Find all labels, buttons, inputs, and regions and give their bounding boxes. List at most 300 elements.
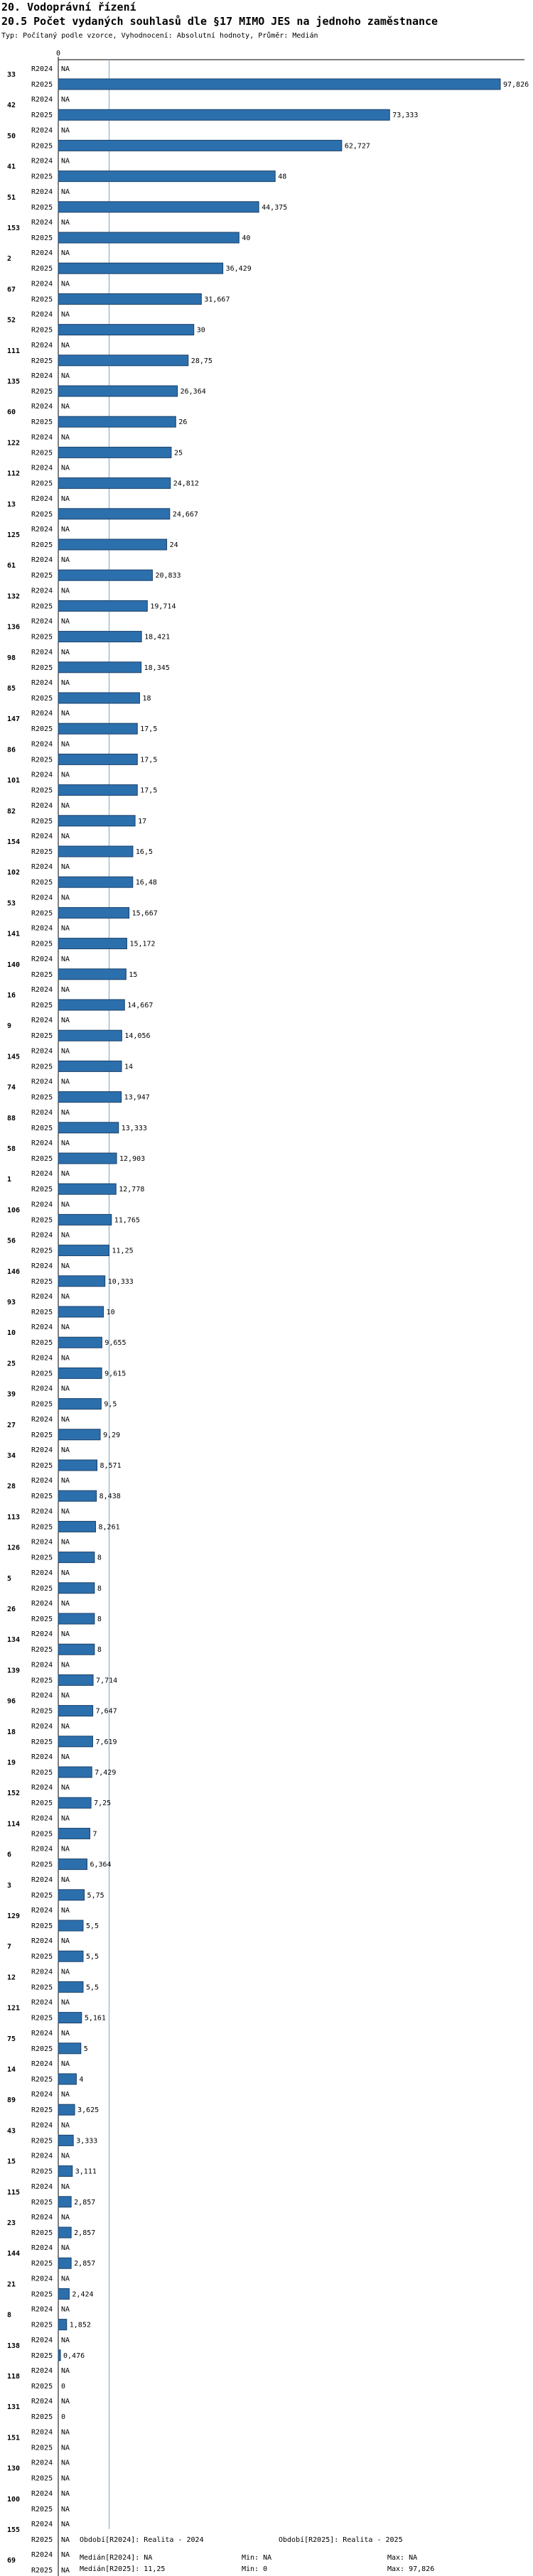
series-label-r2025: R2025 — [31, 1186, 53, 1194]
series-label-r2024: R2024 — [31, 833, 53, 840]
series-label-r2025: R2025 — [31, 2321, 53, 2329]
value-label-r2025: 7,429 — [95, 1769, 117, 1777]
series-label-r2024: R2024 — [31, 2489, 53, 2498]
series-label-r2025: R2025 — [31, 2290, 53, 2299]
value-label-r2024: NA — [61, 1692, 70, 1700]
value-label-r2024: NA — [61, 2182, 70, 2191]
series-label-r2025: R2025 — [31, 2444, 53, 2452]
group-label: 126 — [7, 1544, 21, 1552]
value-label-r2025: 7,647 — [95, 1707, 117, 1716]
series-label-r2025: R2025 — [31, 2474, 53, 2483]
value-label-r2024: NA — [61, 2121, 70, 2130]
series-label-r2025: R2025 — [31, 695, 53, 703]
series-label-r2025: R2025 — [31, 326, 53, 335]
group-label: 152 — [7, 1790, 21, 1798]
legend-period-2025: Období[R2025]: Realita - 2025 — [279, 2536, 403, 2544]
group-label: 1 — [7, 1176, 12, 1184]
series-label-r2025: R2025 — [31, 2014, 53, 2023]
series-label-r2025: R2025 — [31, 786, 53, 795]
bar-r2025 — [58, 1674, 93, 1685]
value-label-r2024: NA — [61, 96, 70, 104]
group-label: 140 — [7, 960, 21, 969]
series-label-r2024: R2024 — [31, 2367, 53, 2375]
series-label-r2025: R2025 — [31, 940, 53, 948]
value-label-r2024: NA — [61, 1078, 70, 1086]
value-label-r2025: 8 — [97, 1646, 102, 1655]
value-label-r2025: 7,619 — [95, 1738, 117, 1746]
series-label-r2024: R2024 — [31, 2244, 53, 2253]
bar-r2025 — [58, 846, 133, 857]
bar-r2025 — [58, 1368, 102, 1378]
series-label-r2025: R2025 — [31, 449, 53, 458]
bar-r2025 — [58, 2288, 69, 2299]
group-label: 136 — [7, 623, 21, 632]
series-label-r2025: R2025 — [31, 357, 53, 365]
group-label: 41 — [7, 163, 16, 171]
bar-r2025 — [58, 1092, 122, 1103]
bar-r2025 — [58, 1521, 96, 1532]
group-label: 129 — [7, 1912, 21, 1920]
value-label-r2025: 14,056 — [124, 1032, 151, 1041]
value-label-r2024: NA — [61, 1354, 70, 1363]
series-label-r2025: R2025 — [31, 602, 53, 611]
bar-r2025 — [58, 1890, 85, 1900]
series-label-r2024: R2024 — [31, 2029, 53, 2037]
group-label: 27 — [7, 1421, 16, 1429]
value-label-r2025: 4 — [79, 2076, 84, 2084]
bar-r2025 — [58, 1583, 95, 1593]
group-label: 151 — [7, 2434, 21, 2442]
group-label: 10 — [7, 1329, 16, 1338]
group-label: 56 — [7, 1237, 16, 1245]
bar-r2025 — [58, 109, 389, 120]
value-label-r2024: NA — [61, 1262, 70, 1270]
value-label-r2025: 10,333 — [107, 1277, 134, 1286]
value-label-r2025: 7 — [92, 1830, 97, 1839]
value-label-r2024: NA — [61, 2367, 70, 2375]
bar-r2025 — [58, 1736, 92, 1747]
bar-r2025 — [58, 1859, 87, 1870]
series-label-r2025: R2025 — [31, 2567, 53, 2575]
value-label-r2024: NA — [61, 1538, 70, 1547]
series-label-r2024: R2024 — [31, 372, 53, 380]
group-label: 106 — [7, 1206, 21, 1215]
series-label-r2024: R2024 — [31, 1600, 53, 1608]
bar-r2025 — [58, 386, 178, 396]
value-label-r2025: 16,5 — [135, 848, 154, 856]
series-label-r2025: R2025 — [31, 1370, 53, 1378]
series-label-r2025: R2025 — [31, 1922, 53, 1930]
group-label: 33 — [7, 71, 16, 79]
bar-r2025 — [58, 1184, 116, 1194]
bar-r2025 — [58, 1981, 83, 1992]
value-label-r2025: 97,826 — [503, 81, 529, 89]
series-label-r2025: R2025 — [31, 2352, 53, 2360]
bar-r2025 — [58, 723, 137, 734]
group-label: 86 — [7, 746, 16, 754]
stat-max-2024: Max: NA — [387, 2554, 418, 2562]
series-label-r2025: R2025 — [31, 2198, 53, 2207]
series-label-r2025: R2025 — [31, 2045, 53, 2053]
series-label-r2024: R2024 — [31, 1262, 53, 1270]
series-label-r2024: R2024 — [31, 2060, 53, 2068]
value-label-r2025: 8 — [97, 1554, 102, 1562]
bar-r2025 — [58, 293, 201, 304]
series-label-r2024: R2024 — [31, 1293, 53, 1301]
value-label-r2024: NA — [61, 1998, 70, 2007]
bar-r2025 — [58, 2104, 75, 2115]
series-label-r2025: R2025 — [31, 1431, 53, 1439]
series-label-r2024: R2024 — [31, 2275, 53, 2283]
group-label: 141 — [7, 930, 21, 938]
value-label-r2025: 18,421 — [144, 633, 171, 642]
value-label-r2024: NA — [61, 1907, 70, 1915]
group-label: 144 — [7, 2250, 21, 2258]
value-label-r2025: 15,172 — [129, 940, 156, 948]
value-label-r2025: 8 — [97, 1584, 102, 1593]
value-label-r2025: 2,857 — [74, 2229, 96, 2237]
series-label-r2025: R2025 — [31, 2536, 53, 2544]
group-label: 14 — [7, 2066, 16, 2074]
value-label-r2025: 9,655 — [104, 1339, 126, 1348]
value-label-r2025: 11,25 — [112, 1247, 134, 1255]
value-label-r2024: NA — [61, 833, 70, 840]
group-label: 8 — [7, 2311, 12, 2320]
group-label: 7 — [7, 1943, 12, 1952]
value-label-r2025: 18,345 — [144, 664, 170, 672]
value-label-r2024: NA — [61, 648, 70, 656]
bar-r2025 — [58, 355, 188, 366]
value-label-r2024: NA — [61, 372, 70, 380]
value-label-r2024: NA — [61, 2275, 70, 2283]
series-label-r2025: R2025 — [31, 725, 53, 734]
group-label: 26 — [7, 1606, 16, 1613]
series-label-r2025: R2025 — [31, 1032, 53, 1041]
value-label-r2024: NA — [61, 1415, 70, 1424]
series-label-r2025: R2025 — [31, 1861, 53, 1869]
value-label-r2025: 25 — [173, 449, 183, 458]
series-label-r2024: R2024 — [31, 157, 53, 166]
value-label-r2024: NA — [61, 157, 70, 166]
series-label-r2024: R2024 — [31, 96, 53, 104]
bar-r2025 — [58, 662, 141, 673]
chart-title: 20.5 Počet vydaných souhlasů dle §17 MIMO JES na jednoho zaměstnance — [1, 15, 438, 28]
value-label-r2024: NA — [61, 1569, 70, 1577]
series-label-r2025: R2025 — [31, 541, 53, 549]
group-label: 6 — [7, 1851, 12, 1859]
value-label-r2024: NA — [61, 464, 70, 472]
value-label-r2025: NA — [61, 2505, 70, 2513]
group-label: 155 — [7, 2526, 21, 2534]
bar-r2025 — [58, 969, 126, 980]
series-label-r2025: R2025 — [31, 112, 53, 120]
group-label: 74 — [7, 1083, 16, 1092]
series-label-r2025: R2025 — [31, 1707, 53, 1716]
bar-r2025 — [58, 938, 126, 949]
bar-r2025 — [58, 877, 133, 887]
value-label-r2024: NA — [61, 1753, 70, 1761]
bar-r2025 — [58, 600, 147, 611]
series-label-r2024: R2024 — [31, 771, 53, 779]
series-label-r2024: R2024 — [31, 310, 53, 319]
value-label-r2025: 2,424 — [72, 2290, 94, 2299]
group-label: 89 — [7, 2096, 16, 2105]
group-label: 51 — [7, 193, 16, 202]
group-label: 139 — [7, 1667, 21, 1675]
group-label: 102 — [7, 869, 21, 877]
group-label: 43 — [7, 2127, 16, 2136]
group-label: 15 — [7, 2158, 16, 2166]
group-label: 85 — [7, 685, 16, 693]
value-label-r2025: 15 — [129, 970, 138, 979]
value-label-r2025: 10 — [106, 1309, 115, 1316]
group-label: 153 — [7, 224, 21, 232]
bar-r2025 — [58, 1644, 95, 1655]
value-label-r2024: NA — [61, 1814, 70, 1823]
series-label-r2024: R2024 — [31, 2551, 53, 2560]
value-label-r2024: NA — [61, 280, 70, 288]
series-label-r2024: R2024 — [31, 2521, 53, 2528]
value-label-r2024: NA — [61, 249, 70, 258]
series-label-r2025: R2025 — [31, 234, 53, 242]
group-label: 122 — [7, 439, 21, 448]
group-label: 34 — [7, 1452, 16, 1460]
series-label-r2024: R2024 — [31, 280, 53, 288]
value-label-r2025: 16,48 — [135, 879, 157, 887]
series-label-r2024: R2024 — [31, 801, 53, 810]
series-label-r2025: R2025 — [31, 817, 53, 826]
series-label-r2024: R2024 — [31, 2121, 53, 2130]
series-label-r2024: R2024 — [31, 648, 53, 656]
group-label: 100 — [7, 2495, 21, 2504]
series-label-r2025: R2025 — [31, 1339, 53, 1348]
bar-r2025 — [58, 263, 223, 274]
bar-r2025 — [58, 416, 176, 427]
value-label-r2024: NA — [61, 2060, 70, 2068]
group-label: 75 — [7, 2035, 16, 2043]
value-label-r2024: NA — [61, 1446, 70, 1454]
value-label-r2025: 40 — [242, 234, 251, 242]
series-label-r2025: R2025 — [31, 418, 53, 427]
group-label: 2 — [7, 255, 12, 264]
value-label-r2024: NA — [61, 2152, 70, 2160]
series-label-r2025: R2025 — [31, 848, 53, 856]
series-label-r2024: R2024 — [31, 1385, 53, 1393]
series-label-r2024: R2024 — [31, 526, 53, 534]
series-label-r2024: R2024 — [31, 341, 53, 350]
value-label-r2024: NA — [61, 2029, 70, 2037]
value-label-r2025: 2,857 — [74, 2260, 96, 2268]
value-label-r2025: 73,333 — [392, 112, 419, 120]
series-label-r2024: R2024 — [31, 403, 53, 411]
value-label-r2024: NA — [61, 1201, 70, 1209]
group-label: 88 — [7, 1114, 16, 1122]
group-label: 53 — [7, 899, 16, 908]
series-label-r2025: R2025 — [31, 173, 53, 181]
series-label-r2025: R2025 — [31, 388, 53, 396]
value-label-r2025: NA — [61, 2567, 70, 2575]
bar-r2025 — [58, 1490, 97, 1501]
series-label-r2024: R2024 — [31, 1907, 53, 1915]
bar-r2025 — [58, 1429, 100, 1440]
value-label-r2025: 3,111 — [75, 2168, 97, 2176]
value-label-r2024: NA — [61, 801, 70, 810]
chart-subtitle: Typ: Počítaný podle vzorce, Vyhodnocení: Absolutní hodnoty, Průměr: Medián — [1, 32, 318, 40]
bar-r2025 — [58, 447, 171, 458]
group-label: 25 — [7, 1360, 16, 1368]
bar-r2025 — [58, 1306, 104, 1317]
bar-r2025 — [58, 1276, 105, 1287]
series-label-r2025: R2025 — [31, 1891, 53, 1900]
group-label: 93 — [7, 1299, 16, 1306]
value-label-r2025: 48 — [278, 173, 287, 181]
value-label-r2025: 28,75 — [190, 357, 212, 365]
series-label-r2025: R2025 — [31, 2505, 53, 2513]
value-label-r2025: 12,778 — [119, 1186, 145, 1194]
value-label-r2024: NA — [61, 924, 70, 933]
bar-r2025 — [58, 2350, 60, 2361]
series-label-r2024: R2024 — [31, 679, 53, 687]
value-label-r2025: 5,5 — [85, 1953, 99, 1961]
bar-r2025 — [58, 478, 171, 489]
series-label-r2024: R2024 — [31, 1170, 53, 1179]
value-label-r2025: 62,727 — [344, 142, 370, 151]
group-label: 82 — [7, 807, 16, 816]
series-label-r2025: R2025 — [31, 664, 53, 672]
series-label-r2024: R2024 — [31, 1784, 53, 1792]
group-label: 125 — [7, 531, 21, 539]
bar-r2025 — [58, 1000, 124, 1010]
value-label-r2024: NA — [61, 1047, 70, 1056]
series-label-r2025: R2025 — [31, 265, 53, 274]
series-label-r2025: R2025 — [31, 1738, 53, 1746]
bar-r2025 — [58, 2074, 76, 2084]
value-label-r2025: 8 — [97, 1616, 102, 1623]
bar-r2025 — [58, 1122, 119, 1133]
bar-r2025 — [58, 79, 500, 90]
series-label-r2024: R2024 — [31, 1201, 53, 1209]
group-label: 96 — [7, 1697, 16, 1706]
series-label-r2024: R2024 — [31, 1324, 53, 1332]
bar-r2025 — [58, 1061, 122, 1071]
bar-r2025 — [58, 1828, 90, 1839]
series-label-r2024: R2024 — [31, 1047, 53, 1056]
value-label-r2024: NA — [61, 494, 70, 503]
series-label-r2024: R2024 — [31, 955, 53, 963]
group-label: 138 — [7, 2342, 21, 2350]
value-label-r2024: NA — [61, 433, 70, 442]
value-label-r2025: 14 — [124, 1063, 134, 1071]
value-label-r2025: 0,476 — [63, 2352, 85, 2360]
value-label-r2025: 17 — [138, 817, 147, 826]
value-label-r2025: 3,625 — [77, 2106, 99, 2115]
bar-r2025 — [58, 1706, 93, 1716]
value-label-r2024: NA — [61, 587, 70, 595]
bar-r2025 — [58, 1153, 117, 1164]
bar-r2025 — [58, 325, 194, 335]
group-label: 146 — [7, 1267, 21, 1276]
series-label-r2024: R2024 — [31, 1354, 53, 1363]
group-label: 23 — [7, 2219, 16, 2227]
bar-r2025 — [58, 1460, 97, 1471]
group-label: 154 — [7, 838, 21, 846]
value-label-r2024: NA — [61, 1600, 70, 1608]
bar-r2025 — [58, 2043, 81, 2054]
series-label-r2024: R2024 — [31, 2305, 53, 2314]
bar-r2025 — [58, 1030, 122, 1041]
value-label-r2024: NA — [61, 188, 70, 196]
group-label: 115 — [7, 2188, 21, 2197]
bar-r2025 — [58, 816, 135, 826]
series-label-r2025: R2025 — [31, 1309, 53, 1316]
series-label-r2024: R2024 — [31, 2182, 53, 2191]
bar-r2025 — [58, 570, 152, 580]
value-label-r2025: 17,5 — [140, 756, 158, 764]
series-label-r2025: R2025 — [31, 2229, 53, 2237]
bar-r2025 — [58, 509, 170, 519]
value-label-r2025: 6,364 — [90, 1861, 112, 1869]
series-label-r2024: R2024 — [31, 1415, 53, 1424]
series-label-r2025: R2025 — [31, 1800, 53, 1808]
value-label-r2024: NA — [61, 65, 70, 73]
series-label-r2025: R2025 — [31, 510, 53, 519]
series-label-r2024: R2024 — [31, 1692, 53, 1700]
group-label: 118 — [7, 2373, 21, 2381]
group-label: 145 — [7, 1053, 21, 1061]
series-label-r2025: R2025 — [31, 1400, 53, 1409]
value-label-r2025: 5,161 — [84, 2014, 106, 2023]
value-label-r2024: NA — [61, 126, 70, 135]
series-label-r2024: R2024 — [31, 1477, 53, 1485]
legend-period-2024: Období[R2024]: Realita - 2024 — [80, 2536, 204, 2544]
series-label-r2025: R2025 — [31, 1953, 53, 1961]
series-label-r2025: R2025 — [31, 1093, 53, 1102]
series-label-r2025: R2025 — [31, 296, 53, 304]
series-label-r2024: R2024 — [31, 1814, 53, 1823]
value-label-r2025: 0 — [61, 2413, 66, 2422]
value-label-r2024: NA — [61, 526, 70, 534]
value-label-r2025: 2,857 — [74, 2198, 96, 2207]
group-label: 113 — [7, 1513, 21, 1522]
value-label-r2024: NA — [61, 2428, 70, 2437]
value-label-r2025: 5,5 — [85, 1922, 99, 1930]
value-label-r2025: 12,903 — [119, 1155, 146, 1163]
value-label-r2024: NA — [61, 1661, 70, 1669]
value-label-r2024: NA — [61, 2521, 70, 2528]
series-label-r2025: R2025 — [31, 1523, 53, 1532]
value-label-r2025: 26,364 — [180, 388, 206, 396]
bar-r2025 — [58, 1767, 92, 1777]
value-label-r2024: NA — [61, 341, 70, 350]
value-label-r2025: NA — [61, 2474, 70, 2483]
group-label: 98 — [7, 654, 16, 662]
value-label-r2025: 8,261 — [98, 1523, 120, 1532]
value-label-r2024: NA — [61, 2398, 70, 2406]
series-label-r2025: R2025 — [31, 1155, 53, 1163]
value-label-r2024: NA — [61, 1293, 70, 1301]
series-label-r2025: R2025 — [31, 2106, 53, 2115]
series-label-r2025: R2025 — [31, 1830, 53, 1839]
series-label-r2025: R2025 — [31, 2383, 53, 2391]
value-label-r2024: NA — [61, 2489, 70, 2498]
series-label-r2025: R2025 — [31, 1984, 53, 1992]
value-label-r2025: NA — [61, 2444, 70, 2452]
value-label-r2024: NA — [61, 771, 70, 779]
series-label-r2025: R2025 — [31, 1216, 53, 1225]
group-label: 112 — [7, 470, 21, 478]
group-label: 111 — [7, 347, 21, 355]
value-label-r2025: 24 — [169, 541, 178, 549]
